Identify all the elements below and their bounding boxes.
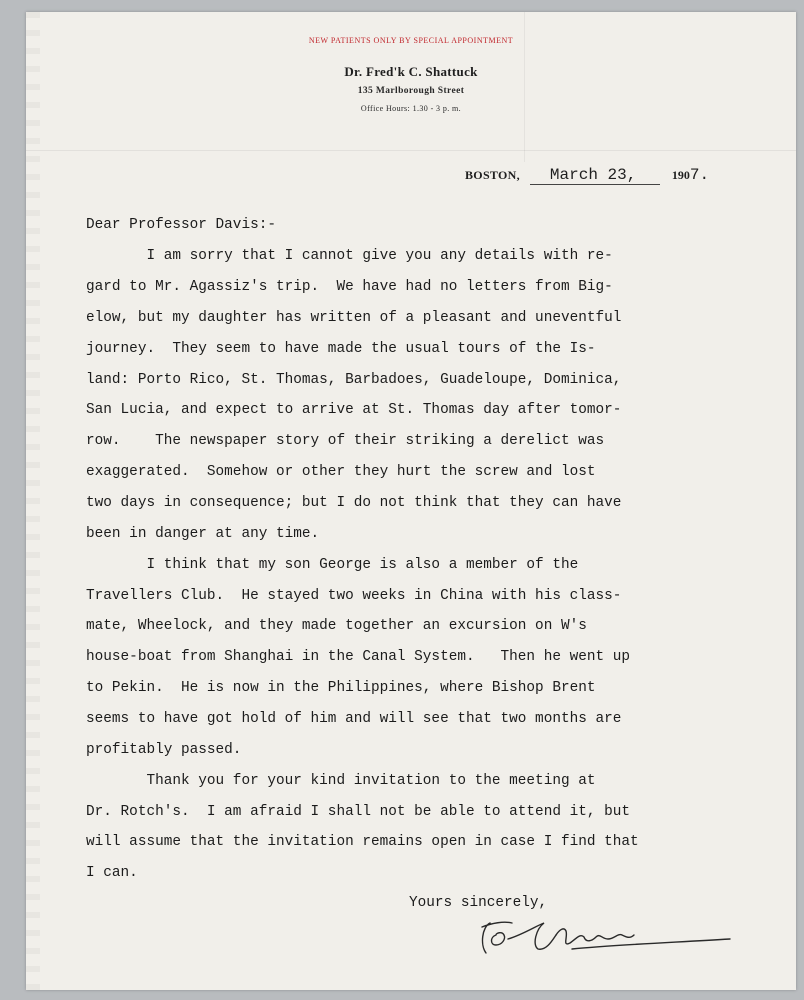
letter-line: I think that my son George is also a member of the	[86, 556, 579, 573]
letter-line: journey. They seem to have made the usual tours of the Is-	[86, 340, 596, 357]
paper-edge-texture	[26, 12, 40, 990]
letter-line: land: Porto Rico, St. Thomas, Barbadoes, Guadeloupe, Dominica,	[86, 371, 622, 388]
letter-line: elow, but my daughter has written of a pleasant and uneventful	[86, 309, 622, 326]
letter-line: been in danger at any time.	[86, 525, 320, 542]
letter-line: Dr. Rotch's. I am afraid I shall not be able to attend it, but	[86, 803, 631, 820]
letterhead-name: Dr. Fred'k C. Shattuck	[344, 64, 478, 79]
letter-line: gard to Mr. Agassiz's trip. We have had no letters from Big-	[86, 279, 613, 296]
letter-line: Thank you for your kind invitation to the meeting at	[86, 772, 596, 789]
letter-line: row. The newspaper story of their striking a derelict was	[86, 433, 605, 450]
date-year-digit: 7.	[689, 166, 710, 184]
dateline	[465, 166, 709, 185]
letterhead-notice: NEW PATIENTS ONLY BY SPECIAL APPOINTMENT	[308, 36, 514, 45]
date-month-day: March 23,	[530, 166, 660, 185]
letter-line: San Lucia, and expect to arrive at St. Thomas day after tomor-	[86, 402, 622, 419]
letter-line: will assume that the invitation remains open in case I find that	[86, 834, 639, 851]
letter-line: to Pekin. He is now in the Philippines, where Bishop Brent	[86, 680, 596, 697]
letter-line: seems to have got hold of him and will see that two months are	[86, 710, 622, 727]
date-city: BOSTON,	[465, 168, 520, 182]
letter-line: Travellers Club. He stayed two weeks in China with his class-	[86, 587, 622, 604]
signature-image	[452, 905, 732, 965]
letter-line: I am sorry that I cannot give you any details with re-	[86, 248, 613, 265]
letter-line: I can.	[86, 865, 138, 882]
letter-line: two days in consequence; but I do not think that they can have	[86, 495, 622, 511]
salutation: Dear Professor Davis:-	[86, 217, 276, 233]
letter-line: house-boat from Shanghai in the Canal System. Then he went up	[86, 649, 631, 666]
closing: Yours sincerely,	[409, 895, 548, 911]
letterhead-address: 135 Marlborough Street	[357, 86, 465, 96]
letterhead-rule	[26, 150, 796, 151]
date-year-prefix: 190	[671, 168, 690, 182]
letter-line: profitably passed.	[86, 741, 242, 758]
letterhead-hours: Office Hours: 1.30 - 3 p. m.	[360, 104, 462, 113]
letter-line: exaggerated. Somehow or other they hurt the screw and lost	[86, 464, 596, 481]
letter-line: mate, Wheelock, and they made together an excursion on W's	[86, 618, 587, 635]
